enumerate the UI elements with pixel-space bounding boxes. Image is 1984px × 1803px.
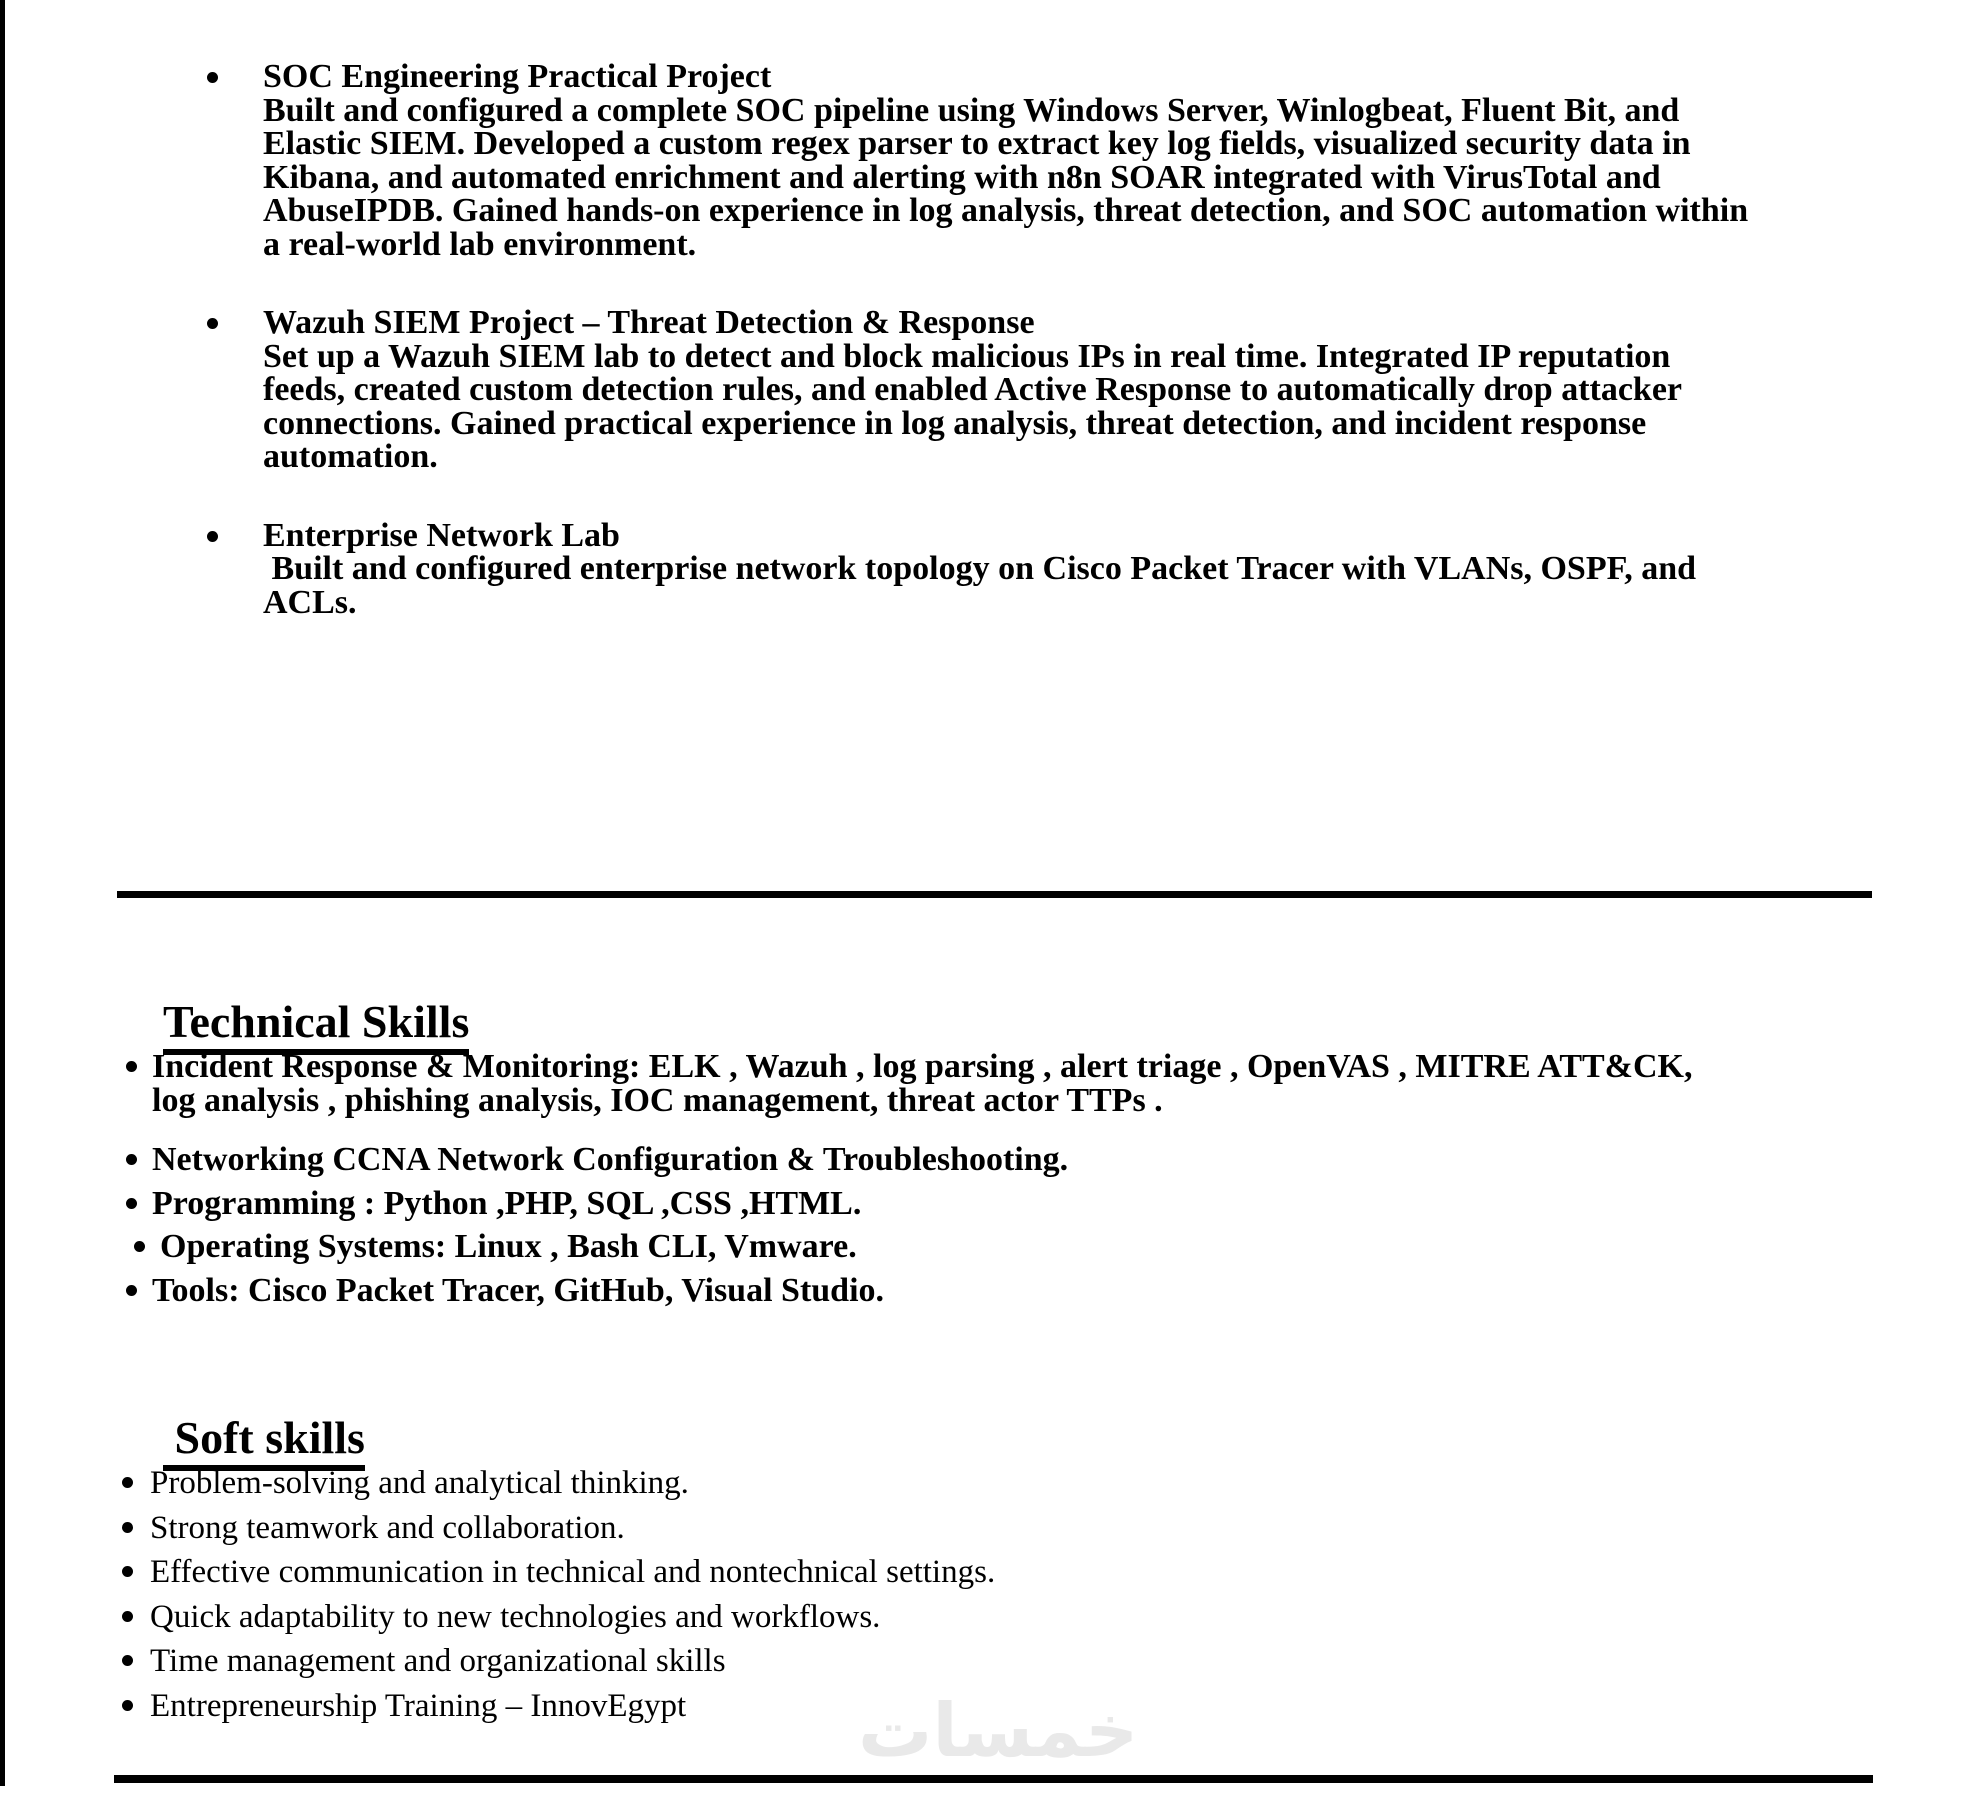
bullet-icon bbox=[126, 1285, 137, 1296]
bullet-icon bbox=[122, 1522, 133, 1533]
project-title: Wazuh SIEM Project – Threat Detection & Response bbox=[263, 304, 1035, 341]
bullet-icon bbox=[122, 1655, 133, 1666]
page-bottom-rule bbox=[114, 1775, 1873, 1783]
project-enterprise-network-lab bbox=[205, 516, 1925, 621]
list-item bbox=[126, 1050, 1886, 1117]
list-item bbox=[122, 1466, 1722, 1500]
project-line: AbuseIPDB. Gained hands-on experience in log analysis, threat detection, and SOC automation within bbox=[263, 192, 1749, 229]
project-line: Built and configured a complete SOC pipeline using Windows Server, Winlogbeat, Fluent Bit, and bbox=[263, 91, 1680, 129]
list-item bbox=[126, 1143, 1886, 1177]
khamsat-watermark: خمسات bbox=[858, 1688, 1139, 1774]
projects-section bbox=[205, 60, 1925, 664]
skill-line: log analysis , phishing analysis, IOC management, threat actor TTPs . bbox=[152, 1081, 1163, 1119]
bullet-icon bbox=[126, 1061, 137, 1072]
soft-skill-line: Strong teamwork and collaboration. bbox=[150, 1509, 625, 1546]
skill-line: Programming : Python ,PHP, SQL ,CSS ,HTML. bbox=[152, 1184, 862, 1222]
project-title: Enterprise Network Lab bbox=[263, 516, 620, 554]
project-line: ACLs. bbox=[263, 583, 357, 621]
skill-line: Tools: Cisco Packet Tracer, GitHub, Visual Studio. bbox=[152, 1271, 885, 1309]
list-item bbox=[122, 1600, 1722, 1634]
project-wazuh-siem bbox=[205, 306, 1925, 474]
project-line: feeds, created custom detection rules, and enabled Active Response to automatically drop attacker bbox=[263, 371, 1683, 408]
project-line: Elastic SIEM. Developed a custom regex parser to extract key log fields, visualized security data in bbox=[263, 125, 1691, 162]
skill-line: Networking CCNA Network Configuration & Troubleshooting. bbox=[152, 1141, 1069, 1178]
project-line: Built and configured enterprise network topology on Cisco Packet Tracer with VLANs, OSPF, and bbox=[263, 550, 1697, 587]
soft-skill-line: Effective communication in technical and nontechnical settings. bbox=[150, 1554, 996, 1590]
list-item bbox=[122, 1644, 1722, 1678]
technical-skills-heading-text: Technical Skills bbox=[163, 998, 469, 1055]
bullet-icon bbox=[207, 318, 218, 329]
left-page-edge-rule bbox=[0, 0, 5, 1786]
bullet-icon bbox=[126, 1198, 137, 1209]
list-item bbox=[126, 1184, 1886, 1222]
project-line: Kibana, and automated enrichment and alerting with n8n SOAR integrated with VirusTotal and bbox=[263, 158, 1661, 196]
bullet-icon bbox=[122, 1611, 133, 1622]
bullet-icon bbox=[207, 531, 218, 542]
skill-line: Operating Systems: Linux , Bash CLI, Vmware. bbox=[160, 1228, 857, 1265]
soft-skill-line: Time management and organizational skills bbox=[150, 1643, 726, 1679]
soft-skill-line: Entrepreneurship Training – InnovEgypt bbox=[150, 1687, 687, 1724]
list-item bbox=[122, 1511, 1722, 1545]
project-line: automation. bbox=[263, 438, 438, 475]
list-item bbox=[134, 1230, 1886, 1264]
bullet-icon bbox=[134, 1241, 145, 1252]
project-line: Set up a Wazuh SIEM lab to detect and block malicious IPs in real time. Integrated IP reputation bbox=[263, 337, 1671, 375]
soft-skill-line: Problem-solving and analytical thinking. bbox=[150, 1465, 689, 1501]
skill-line: Incident Response & Monitoring: ELK , Wazuh , log parsing , alert triage , OpenVAS , MITRE ATT&CK, bbox=[152, 1048, 1693, 1085]
project-soc-engineering bbox=[205, 60, 1925, 261]
list-item bbox=[126, 1271, 1886, 1309]
bullet-icon bbox=[126, 1154, 137, 1165]
soft-skill-line: Quick adaptability to new technologies and workflows. bbox=[150, 1598, 881, 1635]
bullet-icon bbox=[122, 1477, 133, 1488]
list-item bbox=[122, 1555, 1722, 1589]
bullet-icon bbox=[122, 1700, 133, 1711]
soft-skills-heading-text: Soft skills bbox=[163, 1414, 365, 1471]
bullet-icon bbox=[207, 72, 218, 83]
project-line: a real-world lab environment. bbox=[263, 225, 697, 263]
section-divider bbox=[117, 891, 1872, 898]
project-line: connections. Gained practical experience in log analysis, threat detection, and incident response bbox=[263, 404, 1647, 442]
technical-skills-list bbox=[126, 1050, 1886, 1317]
bullet-icon bbox=[122, 1566, 133, 1577]
project-title: SOC Engineering Practical Project bbox=[263, 58, 772, 95]
